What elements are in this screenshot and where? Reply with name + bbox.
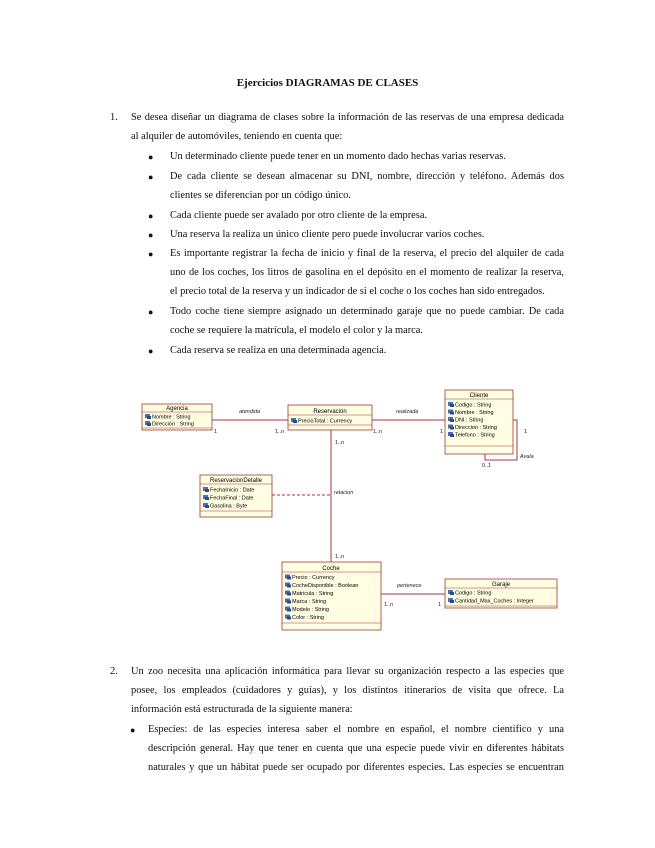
class-attr: Nombre : String (455, 410, 494, 416)
class-attr: Nombre : String (152, 414, 191, 421)
class-attr: Gasolina : Byte (210, 503, 248, 510)
exercise-2-intro-line-1: Un zoo necesita una aplicación informática para llevar su organización respecto a las especies que (131, 666, 564, 677)
exercise-1-bullet-2-line-2: clientes se diferencian por un código único. (170, 190, 351, 201)
mult-reservacion-left: 1..n (275, 429, 285, 435)
exercise-2-bullet-1-line-1: Especies: de las especies interesa saber el nombre en español, el nombre científico y una (148, 724, 564, 735)
exercise-1-bullet-7: Cada reserva se realiza en una determinada agencia. (170, 345, 387, 356)
exercise-2-intro-line-3: información está estructurada de la siguiente manera: (131, 704, 353, 715)
mult-cliente-left: 1 (440, 429, 444, 435)
class-attr: FechaInicio : Date (210, 487, 255, 494)
bullet-dot: ● (148, 211, 154, 221)
assoc-label-realizada: realizada (396, 409, 419, 415)
mult-garaje: 1 (438, 602, 442, 608)
class-reservacion[interactable] (288, 405, 372, 430)
bullet-dot: ● (148, 346, 154, 356)
class-attr: Marca : String (292, 599, 327, 605)
class-garaje[interactable] (445, 579, 557, 608)
class-attr: Telefono : String (455, 432, 495, 439)
exercise-1-intro-line-2: al alquiler de automóviles, teniendo en cuenta que: (131, 131, 343, 142)
class-agencia-name: Agencia (166, 406, 188, 412)
class-attr: Direccion : String (455, 425, 497, 431)
mult-agencia: 1 (214, 429, 218, 435)
exercise-1-bullet-5-line-3: el precio total de la reserva y un indicador de si el coche o los coches han sido entregados. (170, 286, 545, 297)
class-attr: Cantidad_Max_Coches : Integer (455, 598, 534, 605)
class-attr: CocheDisponible : Boolean (292, 583, 359, 589)
class-cliente-name: Cliente (469, 393, 489, 399)
exercise-1-intro-line-1: Se desea diseñar un diagrama de clases sobre la información de las reservas de una empresa dedicada (131, 112, 564, 123)
mult-cliente-right: 1 (524, 429, 528, 435)
class-attr: Modelo : String (292, 607, 329, 613)
class-attr: Color : String (292, 615, 325, 621)
mult-avala: 0..1 (482, 463, 492, 469)
bullet-dot: ● (130, 725, 136, 735)
mult-reservacion-right: 1..n (373, 429, 383, 435)
exercise-2-bullet-1-line-2: descripción general. Hay que tener en cuenta que una especie puede vivir en diferentes hábitats (148, 743, 564, 754)
class-attr: FechaFinal : Date (210, 495, 254, 502)
assoc-label-relacion: relacion (334, 490, 354, 496)
class-cliente[interactable] (445, 390, 513, 454)
exercise-1-bullet-3: Cada cliente puede ser avalado por otro cliente de la empresa. (170, 210, 428, 221)
class-attr: DNI : String (455, 417, 484, 424)
bullet-dot: ● (148, 172, 154, 182)
class-reservacion-name: Reservacion (313, 409, 347, 415)
exercise-1-bullet-2-line-1: De cada cliente se desean almacenar su DNI, nombre, dirección y teléfono. Además dos (170, 171, 564, 182)
class-attr: PrecioTotal : Currency (298, 418, 353, 425)
class-coche[interactable] (282, 562, 381, 630)
exercise-2-bullet-1-line-3: naturales y que un hábitat puede ser ocupado por diferentes especies. Las especies se encuentran (148, 762, 564, 773)
bullet-dot: ● (148, 307, 154, 317)
mult-coche-right: 1..n (384, 602, 394, 608)
mult-coche-top: 1..n (335, 554, 345, 560)
bullet-dot: ● (148, 249, 154, 259)
class-coche-name: Coche (322, 566, 340, 572)
exercise-1-bullet-6-line-1: Todo coche tiene siempre asignado un determinado garaje que no puede cambiar. De cada (170, 306, 564, 317)
class-reservacion-detalle[interactable] (200, 475, 272, 517)
exercise-1-bullet-5-line-1: Es importante registrar la fecha de inicio y final de la reserva, el precio del alquiler de cada (170, 248, 564, 259)
exercise-1-bullet-1: Un determinado cliente puede tener en un momento dado hechas varias reservas. (170, 151, 506, 162)
exercise-2-number: 2. (110, 666, 118, 677)
page-title: Ejercicios DIAGRAMAS DE CLASES (236, 77, 419, 89)
exercise-1-number: 1. (110, 112, 118, 123)
class-attr: Dirección : String (152, 421, 194, 428)
assoc-label-atendida: atendida (239, 409, 261, 415)
bullet-dot: ● (148, 230, 154, 240)
assoc-label-avala: Avala (520, 454, 534, 460)
exercise-1-bullet-4: Una reserva la realiza un único cliente pero puede involucrar varios coches. (170, 229, 485, 240)
class-attr: Matricula : String (292, 591, 334, 597)
class-attr: Codigo : String (455, 590, 492, 597)
class-attr: Codigo : String (455, 402, 492, 409)
class-detalle-name: ReservacionDetalle (209, 478, 263, 484)
exercise-1-bullet-6-line-2: coche se requiere la matrícula, el modelo el color y la marca. (170, 325, 424, 336)
assoc-label-pertenece: pertenece (397, 583, 422, 589)
class-attr: Precio : Currency (292, 575, 335, 581)
bullet-dot: ● (148, 152, 154, 162)
mult-reservacion-bottom: 1..n (335, 440, 345, 446)
class-garaje-name: Garaje (491, 582, 511, 588)
exercise-2-intro-line-2: posee, los empleados (cuidadores y guías), y los distintos itinerarios de visita que ofrece. La (131, 685, 564, 696)
class-agencia[interactable] (142, 404, 212, 430)
exercise-1-bullet-5-line-2: uno de los coches, los litros de gasolina en el depósito en el momento de realizar la reserva, (170, 267, 564, 278)
